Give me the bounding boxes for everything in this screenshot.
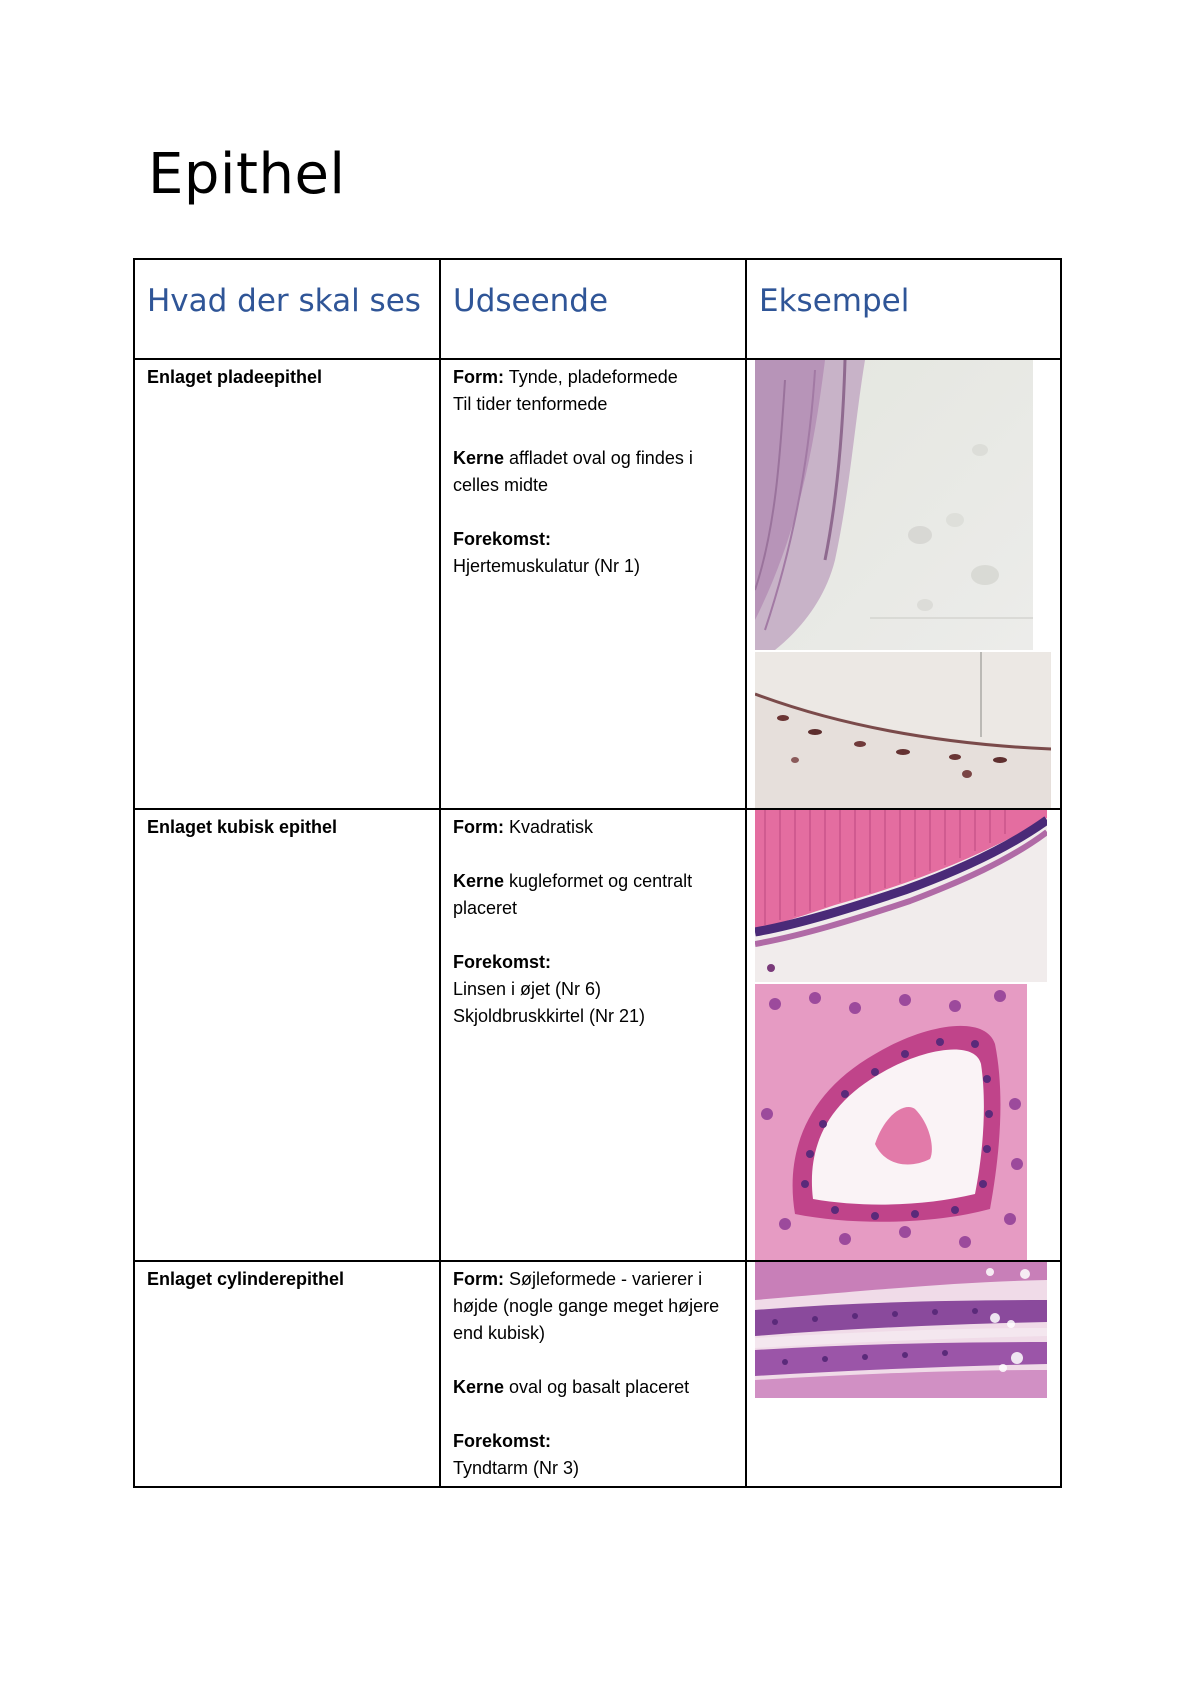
tissue-name-cell (134, 1261, 440, 1487)
form-label: Form: (453, 817, 504, 837)
appearance-cell (440, 809, 746, 1261)
example-cell (746, 359, 1061, 809)
header-label: Eksempel (759, 283, 910, 319)
form-value: Kvadratisk (509, 817, 594, 837)
epithel-table (133, 258, 1062, 1488)
page-title: Epithel (148, 142, 346, 207)
tissue-name: Enlaget pladeepithel (147, 367, 323, 387)
table-row (134, 359, 1061, 809)
appearance-cell (440, 1261, 746, 1487)
kerne-value: kugleformet og centralt placeret (453, 871, 693, 918)
header-label: Hvad der skal ses (147, 283, 421, 319)
columnar-micrograph (755, 1262, 1047, 1398)
table-header-row (134, 259, 1061, 359)
cuboidal-micrograph-1 (755, 810, 1047, 982)
table-row (134, 809, 1061, 1261)
example-cell (746, 1261, 1061, 1487)
header-label: Udseende (453, 283, 609, 319)
forekomst-label: Forekomst: (453, 529, 552, 549)
kerne-label: Kerne (453, 448, 505, 468)
forekomst-line: Skjoldbruskkirtel (Nr 21) (453, 1006, 646, 1026)
tissue-name-cell (134, 809, 440, 1261)
forekomst-line: Hjertemuskulatur (Nr 1) (453, 556, 641, 576)
table-row (134, 1261, 1061, 1487)
tissue-name-cell (134, 359, 440, 809)
kerne-label: Kerne (453, 871, 505, 891)
squamous-micrograph-2 (755, 652, 1051, 808)
header-cell (134, 259, 440, 359)
form-value: Søjleformede - varierer i højde (nogle gange meget højere end kubisk) (453, 1269, 720, 1343)
forekomst-line: Linsen i øjet (Nr 6) (453, 979, 602, 999)
form-label: Form: (453, 1269, 504, 1289)
forekomst-label: Forekomst: (453, 952, 552, 972)
form-value: Tynde, pladeformede (508, 367, 678, 387)
form-label: Form: (453, 367, 504, 387)
appearance-cell (440, 359, 746, 809)
forekomst-line: Tyndtarm (Nr 3) (453, 1458, 580, 1478)
kerne-value: affladet oval og findes i celles midte (453, 448, 693, 495)
cuboidal-micrograph-2 (755, 984, 1027, 1260)
form-extra: Til tider tenformede (453, 394, 608, 414)
kerne-label: Kerne (453, 1377, 505, 1397)
header-cell (440, 259, 746, 359)
example-cell (746, 809, 1061, 1261)
squamous-micrograph-1 (755, 360, 1033, 650)
header-cell (746, 259, 1061, 359)
tissue-name: Enlaget cylinderepithel (147, 1269, 345, 1289)
tissue-name: Enlaget kubisk epithel (147, 817, 338, 837)
forekomst-label: Forekomst: (453, 1431, 552, 1451)
kerne-value: oval og basalt placeret (509, 1377, 690, 1397)
